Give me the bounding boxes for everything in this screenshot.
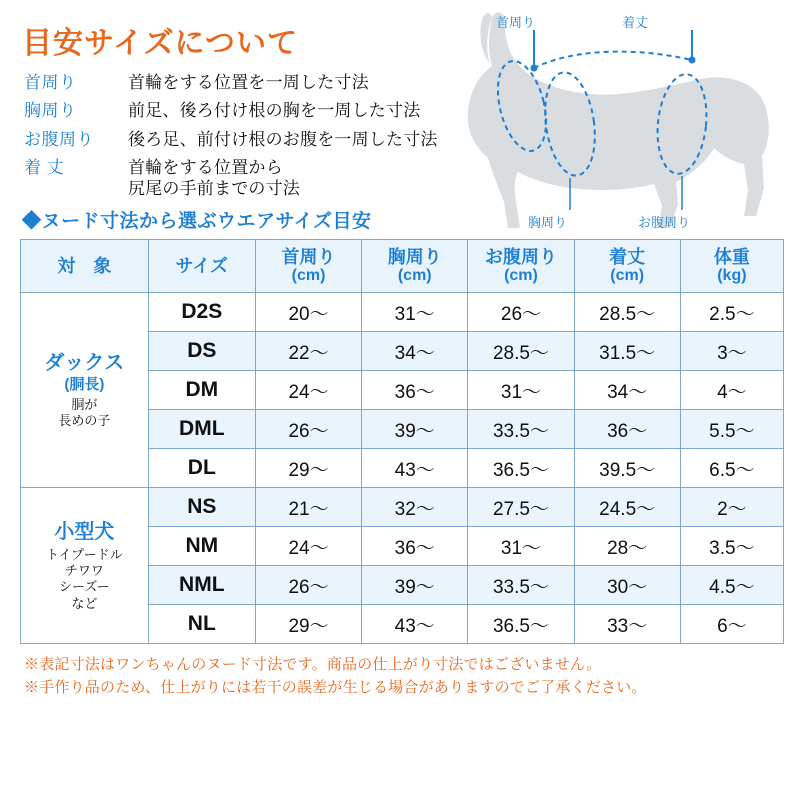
th-neck-sub: (cm): [291, 267, 326, 285]
definition-description: 首輪をする位置を一周した寸法: [128, 73, 369, 92]
cell-length: 31.5〜: [574, 332, 680, 371]
label-chest-bottom: 胸周り: [528, 215, 568, 230]
table-row: [21, 293, 784, 332]
th-neck: [255, 240, 361, 293]
cell-belly: 33.5〜: [468, 566, 574, 605]
cell-neck: 26〜: [255, 410, 361, 449]
group-name-main: ダックス: [44, 352, 125, 375]
cell-neck: 20〜: [255, 293, 361, 332]
label-belly-bottom: お腹周り: [638, 215, 691, 230]
cell-chest: 36〜: [362, 527, 468, 566]
cell-chest: 43〜: [362, 605, 468, 644]
th-length-sub: (cm): [610, 267, 645, 285]
cell-neck: 24〜: [255, 371, 361, 410]
th-belly-sub: (cm): [504, 267, 538, 285]
cell-weight: 3.5〜: [680, 527, 783, 566]
cell-length: 33〜: [574, 605, 680, 644]
footnote-2: ※手作り品のため、仕上がりには若干の誤差が生じる場合がありますのでご了承ください。: [24, 678, 647, 696]
cell-belly: 28.5〜: [468, 332, 574, 371]
definition-term: 着 丈: [24, 157, 65, 177]
th-weight-main: 体重: [713, 246, 750, 267]
cell-chest: 36〜: [362, 371, 468, 410]
definition-description-line1: 首輪をする位置から: [128, 157, 283, 177]
definition-term: 胸周り: [24, 101, 77, 121]
cell-size: D2S: [148, 293, 255, 332]
cell-weight: 3〜: [680, 332, 783, 371]
dog-illustration-svg: [430, 6, 790, 256]
group-note-1: トイプードル: [46, 546, 123, 562]
cell-weight: 4.5〜: [680, 566, 783, 605]
cell-neck: 29〜: [255, 605, 361, 644]
group-note-3: シーズー: [58, 579, 110, 595]
cell-neck: 26〜: [255, 566, 361, 605]
cell-chest: 34〜: [362, 332, 468, 371]
cell-length: 28〜: [574, 527, 680, 566]
cell-chest: 43〜: [362, 449, 468, 488]
footnotes: [24, 654, 782, 699]
th-neck-main: 首周り: [281, 246, 336, 267]
cell-length: 30〜: [574, 566, 680, 605]
th-target-main: 対 象: [57, 255, 112, 276]
cell-neck: 29〜: [255, 449, 361, 488]
cell-neck: 22〜: [255, 332, 361, 371]
group-note-1: 胴が: [71, 396, 98, 412]
cell-size: DM: [148, 371, 255, 410]
cell-chest: 39〜: [362, 566, 468, 605]
cell-neck: 21〜: [255, 488, 361, 527]
cell-chest: 39〜: [362, 410, 468, 449]
definition-description: 前足、後ろ付け根の胸を一周した寸法: [128, 101, 421, 121]
definition-term: 首周り: [24, 73, 77, 92]
label-neck-top: 首周り: [496, 15, 536, 30]
dog-silhouette: [468, 12, 769, 228]
cell-length: 24.5〜: [574, 488, 680, 527]
cell-length: 39.5〜: [574, 449, 680, 488]
definition-description-line2: 尻尾の手前までの寸法: [128, 179, 300, 198]
cell-belly: 33.5〜: [468, 410, 574, 449]
th-length-main: 着丈: [609, 246, 646, 267]
definition-term: お腹周り: [24, 129, 94, 149]
cell-weight: 4〜: [680, 371, 783, 410]
cell-belly: 26〜: [468, 293, 574, 332]
group-cell-small-dog: [21, 488, 149, 644]
dog-diagram: [430, 6, 790, 256]
cell-size: NL: [148, 605, 255, 644]
cell-weight: 5.5〜: [680, 410, 783, 449]
cell-weight: 2.5〜: [680, 293, 783, 332]
cell-belly: 27.5〜: [468, 488, 574, 527]
cell-weight: 6.5〜: [680, 449, 783, 488]
th-weight-sub: (kg): [717, 267, 747, 285]
cell-weight: 2〜: [680, 488, 783, 527]
cell-chest: 31〜: [362, 293, 468, 332]
size-table: [20, 239, 784, 644]
cell-size: DL: [148, 449, 255, 488]
cell-size: NML: [148, 566, 255, 605]
th-size-main: サイズ: [175, 255, 229, 276]
group-note-2: 長めの子: [58, 413, 111, 429]
th-chest-main: 胸周り: [387, 246, 442, 267]
group-name-sub: (胴長): [64, 376, 105, 394]
cell-weight: 6〜: [680, 605, 783, 644]
th-belly-main: お腹周り: [484, 246, 557, 267]
definition-description: [128, 157, 300, 200]
cell-belly: 31〜: [468, 527, 574, 566]
cell-neck: 24〜: [255, 527, 361, 566]
cell-size: NM: [148, 527, 255, 566]
label-length-top: 着丈: [622, 15, 649, 30]
cell-length: 34〜: [574, 371, 680, 410]
cell-size: DML: [148, 410, 255, 449]
cell-size: DS: [148, 332, 255, 371]
th-target: [21, 240, 149, 293]
length-bracket: [531, 30, 696, 72]
definition-description: 後ろ足、前付け根のお腹を一周した寸法: [128, 129, 438, 149]
footnote-1: ※表記寸法はワンちゃんのヌード寸法です。商品の仕上がり寸法ではございません。: [24, 656, 602, 674]
table-row: [21, 488, 784, 527]
section-heading: ◆ヌード寸法から選ぶウエアサイズ目安: [22, 211, 372, 233]
cell-belly: 36.5〜: [468, 605, 574, 644]
page-title: 目安サイズについて: [22, 27, 298, 60]
cell-length: 28.5〜: [574, 293, 680, 332]
th-size: [148, 240, 255, 293]
group-name-main: 小型犬: [54, 520, 115, 543]
group-cell-dachshund: [21, 293, 149, 488]
th-chest-sub: (cm): [397, 267, 432, 285]
cell-belly: 31〜: [468, 371, 574, 410]
group-note-2: チワワ: [64, 563, 104, 578]
table-body: [21, 293, 784, 644]
cell-size: NS: [148, 488, 255, 527]
cell-length: 36〜: [574, 410, 680, 449]
cell-chest: 32〜: [362, 488, 468, 527]
group-note-4: など: [71, 595, 98, 611]
cell-belly: 36.5〜: [468, 449, 574, 488]
